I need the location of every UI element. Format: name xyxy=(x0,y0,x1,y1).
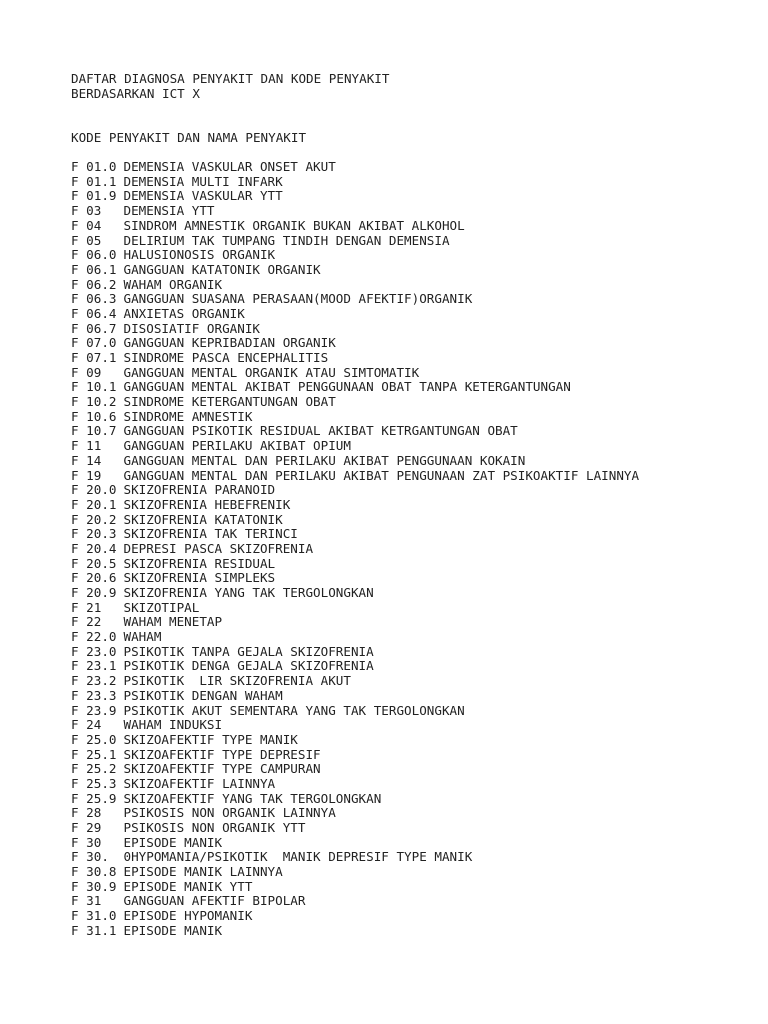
diagnosis-name: SKIZOFRENIA KATATONIK xyxy=(123,511,283,527)
diagnosis-code: F 06.3 xyxy=(71,291,117,307)
diagnosis-code: F 31.1 xyxy=(71,922,117,938)
diagnosis-name: DEMENSIA MULTI INFARK xyxy=(123,173,283,189)
list-item xyxy=(71,204,751,219)
list-item xyxy=(71,777,751,792)
list-item xyxy=(71,909,751,924)
diagnosis-code: F 06.4 xyxy=(71,305,117,321)
diagnosis-code: F 30.9 xyxy=(71,878,117,894)
diagnosis-code: F 07.0 xyxy=(71,335,117,351)
list-item xyxy=(71,292,751,307)
diagnosis-code: F 06.7 xyxy=(71,320,117,336)
diagnosis-code: F 22 xyxy=(71,614,102,630)
diagnosis-name: SKIZOTIPAL xyxy=(123,599,200,615)
list-item xyxy=(71,792,751,807)
diagnosis-code: F 31.0 xyxy=(71,908,117,924)
diagnosis-code: F 04 xyxy=(71,217,102,233)
diagnosis-name: GANGGUAN MENTAL DAN PERILAKU AKIBAT PENGGUNAAN KOKAIN xyxy=(123,452,526,468)
diagnosis-name: DEMENSIA VASKULAR YTT xyxy=(123,188,283,204)
diagnosis-name: PSIKOSIS NON ORGANIK YTT xyxy=(123,820,306,835)
list-item xyxy=(71,395,751,410)
section-heading: KODE PENYAKIT DAN NAMA PENYAKIT xyxy=(71,130,307,146)
diagnosis-name: GANGGUAN KEPRIBADIAN ORGANIK xyxy=(123,335,336,351)
list-item xyxy=(71,674,751,689)
diagnosis-code: F 01.1 xyxy=(71,173,117,189)
diagnosis-name: SKIZOFRENIA HEBEFRENIK xyxy=(123,496,291,512)
list-item xyxy=(71,865,751,880)
list-item xyxy=(71,704,751,719)
diagnosis-name: WAHAM ORGANIK xyxy=(123,276,223,292)
diagnosis-code: F 05 xyxy=(71,232,102,248)
diagnosis-code: F 25.0 xyxy=(71,731,117,747)
diagnosis-name: WAHAM MENETAP xyxy=(123,614,223,630)
diagnosis-code: F 21 xyxy=(71,599,102,615)
diagnosis-name: SINDROM AMNESTIK ORGANIK BUKAN AKIBAT ALKOHOL xyxy=(123,217,465,233)
list-item xyxy=(71,234,751,249)
diagnosis-name: SKIZOFRENIA PARANOID xyxy=(123,482,276,498)
diagnosis-code: F 30.8 xyxy=(71,864,117,880)
diagnosis-name: GANGGUAN PERILAKU AKIBAT OPIUM xyxy=(123,438,351,454)
diagnosis-name: GANGGUAN KATATONIK ORGANIK xyxy=(123,261,321,277)
diagnosis-code: F 31 xyxy=(71,893,102,909)
diagnosis-code: F 30 xyxy=(71,834,102,850)
diagnosis-name: SKIZOAFEKTIF TYPE DEPRESIF xyxy=(123,746,321,762)
list-item xyxy=(71,894,751,909)
list-item xyxy=(71,836,751,851)
list-item xyxy=(71,689,751,704)
diagnosis-code: F 20.9 xyxy=(71,585,117,600)
document-subtitle: BERDASARKAN ICT X xyxy=(71,85,200,101)
diagnosis-code: F 23.0 xyxy=(71,643,117,659)
diagnosis-code: F 25.2 xyxy=(71,761,117,777)
diagnosis-name: SKIZOAFEKTIF TYPE MANIK xyxy=(123,731,298,747)
diagnosis-name: HALUSIONOSIS ORGANIK xyxy=(123,247,276,263)
diagnosis-name: EPISODE HYPOMANIK xyxy=(123,908,253,924)
list-item xyxy=(71,469,751,484)
diagnosis-name: 0HYPOMANIA/PSIKOTIK MANIK DEPRESIF TYPE MANIK xyxy=(123,849,473,865)
list-item xyxy=(71,336,751,351)
diagnosis-name: SKIZOFRENIA TAK TERINCI xyxy=(123,526,298,542)
diagnosis-name: PSIKOTIK TANPA GEJALA SKIZOFRENIA xyxy=(123,643,374,659)
document-title: DAFTAR DIAGNOSA PENYAKIT DAN KODE PENYAKIT xyxy=(71,71,390,86)
diagnosis-name: GANGGUAN MENTAL DAN PERILAKU AKIBAT PENGUNAAN ZAT PSIKOAKTIF LAINNYA xyxy=(123,467,640,483)
list-item xyxy=(71,189,751,204)
diagnosis-name: PSIKOSIS NON ORGANIK LAINNYA xyxy=(123,805,336,821)
list-item xyxy=(71,454,751,469)
diagnosis-code: F 06.1 xyxy=(71,261,117,277)
diagnosis-code: F 20.4 xyxy=(71,540,117,556)
diagnosis-code: F 10.2 xyxy=(71,394,117,410)
list-item xyxy=(71,821,751,836)
diagnosis-name: ANXIETAS ORGANIK xyxy=(123,305,245,321)
diagnosis-code: F 22.0 xyxy=(71,629,117,645)
diagnosis-code: F 23.2 xyxy=(71,673,117,689)
diagnosis-name: SINDROME PASCA ENCEPHALITIS xyxy=(123,350,329,365)
list-item xyxy=(71,498,751,513)
list-item xyxy=(71,850,751,865)
diagnosis-list xyxy=(71,160,751,938)
diagnosis-code: F 30. xyxy=(71,849,109,865)
list-item xyxy=(71,248,751,263)
list-item xyxy=(71,733,751,748)
diagnosis-name: EPISODE MANIK xyxy=(123,834,223,850)
diagnosis-name: GANGGUAN MENTAL AKIBAT PENGGUNAAN OBAT TANPA KETERGANTUNGAN xyxy=(123,379,571,395)
diagnosis-code: F 01.0 xyxy=(71,159,117,175)
list-item xyxy=(71,630,751,645)
list-item xyxy=(71,718,751,733)
diagnosis-name: WAHAM INDUKSI xyxy=(123,717,223,733)
diagnosis-code: F 07.1 xyxy=(71,350,117,365)
list-item xyxy=(71,219,751,234)
list-item xyxy=(71,527,751,542)
diagnosis-name: GANGGUAN PSIKOTIK RESIDUAL AKIBAT KETRGANTUNGAN OBAT xyxy=(123,423,518,439)
diagnosis-name: PSIKOTIK DENGA GEJALA SKIZOFRENIA xyxy=(123,658,374,674)
list-item xyxy=(71,513,751,528)
list-item xyxy=(71,351,751,366)
list-item xyxy=(71,263,751,278)
diagnosis-name: SKIZOFRENIA YANG TAK TERGOLONGKAN xyxy=(123,585,374,600)
diagnosis-name: SKIZOFRENIA RESIDUAL xyxy=(123,555,276,571)
diagnosis-name: SKIZOFRENIA SIMPLEKS xyxy=(123,570,276,586)
diagnosis-code: F 06.2 xyxy=(71,276,117,292)
list-item xyxy=(71,307,751,322)
list-item xyxy=(71,366,751,381)
diagnosis-name: DELIRIUM TAK TUMPANG TINDIH DENGAN DEMENSIA xyxy=(123,232,450,248)
list-item xyxy=(71,439,751,454)
diagnosis-name: PSIKOTIK LIR SKIZOFRENIA AKUT xyxy=(123,673,351,689)
list-item xyxy=(71,571,751,586)
diagnosis-name: SINDROME AMNESTIK xyxy=(123,408,253,424)
list-item xyxy=(71,380,751,395)
diagnosis-name: EPISODE MANIK YTT xyxy=(123,878,253,894)
list-item xyxy=(71,278,751,293)
diagnosis-name: SINDROME KETERGANTUNGAN OBAT xyxy=(123,394,336,410)
diagnosis-code: F 10.1 xyxy=(71,379,117,395)
document-page xyxy=(71,72,751,939)
diagnosis-code: F 20.5 xyxy=(71,555,117,571)
diagnosis-code: F 09 xyxy=(71,364,102,380)
diagnosis-code: F 23.9 xyxy=(71,702,117,718)
diagnosis-code: F 20.6 xyxy=(71,570,117,586)
diagnosis-code: F 20.3 xyxy=(71,526,117,542)
list-item xyxy=(71,542,751,557)
list-item xyxy=(71,160,751,175)
diagnosis-code: F 20.2 xyxy=(71,511,117,527)
diagnosis-name: EPISODE MANIK LAINNYA xyxy=(123,864,283,880)
list-item xyxy=(71,924,751,939)
list-item xyxy=(71,615,751,630)
list-item xyxy=(71,586,751,601)
diagnosis-name: GANGGUAN AFEKTIF BIPOLAR xyxy=(123,893,306,909)
list-item xyxy=(71,762,751,777)
diagnosis-name: DISOSIATIF ORGANIK xyxy=(123,320,260,336)
diagnosis-code: F 29 xyxy=(71,820,102,835)
list-item xyxy=(71,748,751,763)
diagnosis-code: F 20.0 xyxy=(71,482,117,498)
diagnosis-code: F 25.3 xyxy=(71,775,117,791)
list-item xyxy=(71,483,751,498)
list-item xyxy=(71,645,751,660)
diagnosis-name: DEMENSIA YTT xyxy=(123,203,215,219)
diagnosis-code: F 25.9 xyxy=(71,790,117,806)
list-item xyxy=(71,557,751,572)
diagnosis-code: F 20.1 xyxy=(71,496,117,512)
diagnosis-name: GANGGUAN MENTAL ORGANIK ATAU SIMTOMATIK xyxy=(123,364,420,380)
diagnosis-name: SKIZOAFEKTIF TYPE CAMPURAN xyxy=(123,761,321,777)
list-item xyxy=(71,659,751,674)
diagnosis-name: PSIKOTIK DENGAN WAHAM xyxy=(123,687,283,703)
diagnosis-code: F 01.9 xyxy=(71,188,117,204)
list-item xyxy=(71,880,751,895)
diagnosis-name: WAHAM xyxy=(123,629,162,645)
diagnosis-code: F 10.7 xyxy=(71,423,117,439)
diagnosis-name: GANGGUAN SUASANA PERASAAN(MOOD AFEKTIF)ORGANIK xyxy=(123,291,473,307)
diagnosis-code: F 06.0 xyxy=(71,247,117,263)
list-item xyxy=(71,322,751,337)
list-item xyxy=(71,175,751,190)
diagnosis-code: F 03 xyxy=(71,203,102,219)
list-item xyxy=(71,601,751,616)
list-item xyxy=(71,424,751,439)
diagnosis-name: SKIZOAFEKTIF YANG TAK TERGOLONGKAN xyxy=(123,790,382,806)
list-item xyxy=(71,806,751,821)
diagnosis-code: F 28 xyxy=(71,805,102,821)
diagnosis-code: F 14 xyxy=(71,452,102,468)
diagnosis-name: EPISODE MANIK xyxy=(123,922,223,938)
diagnosis-code: F 10.6 xyxy=(71,408,117,424)
diagnosis-name: SKIZOAFEKTIF LAINNYA xyxy=(123,775,276,791)
diagnosis-name: DEPRESI PASCA SKIZOFRENIA xyxy=(123,540,314,556)
diagnosis-name: DEMENSIA VASKULAR ONSET AKUT xyxy=(123,159,336,175)
diagnosis-code: F 19 xyxy=(71,467,102,483)
diagnosis-code: F 25.1 xyxy=(71,746,117,762)
diagnosis-code: F 23.1 xyxy=(71,658,117,674)
list-item xyxy=(71,410,751,425)
diagnosis-name: PSIKOTIK AKUT SEMENTARA YANG TAK TERGOLONGKAN xyxy=(123,702,465,718)
diagnosis-code: F 24 xyxy=(71,717,102,733)
diagnosis-code: F 23.3 xyxy=(71,687,117,703)
diagnosis-code: F 11 xyxy=(71,438,102,454)
